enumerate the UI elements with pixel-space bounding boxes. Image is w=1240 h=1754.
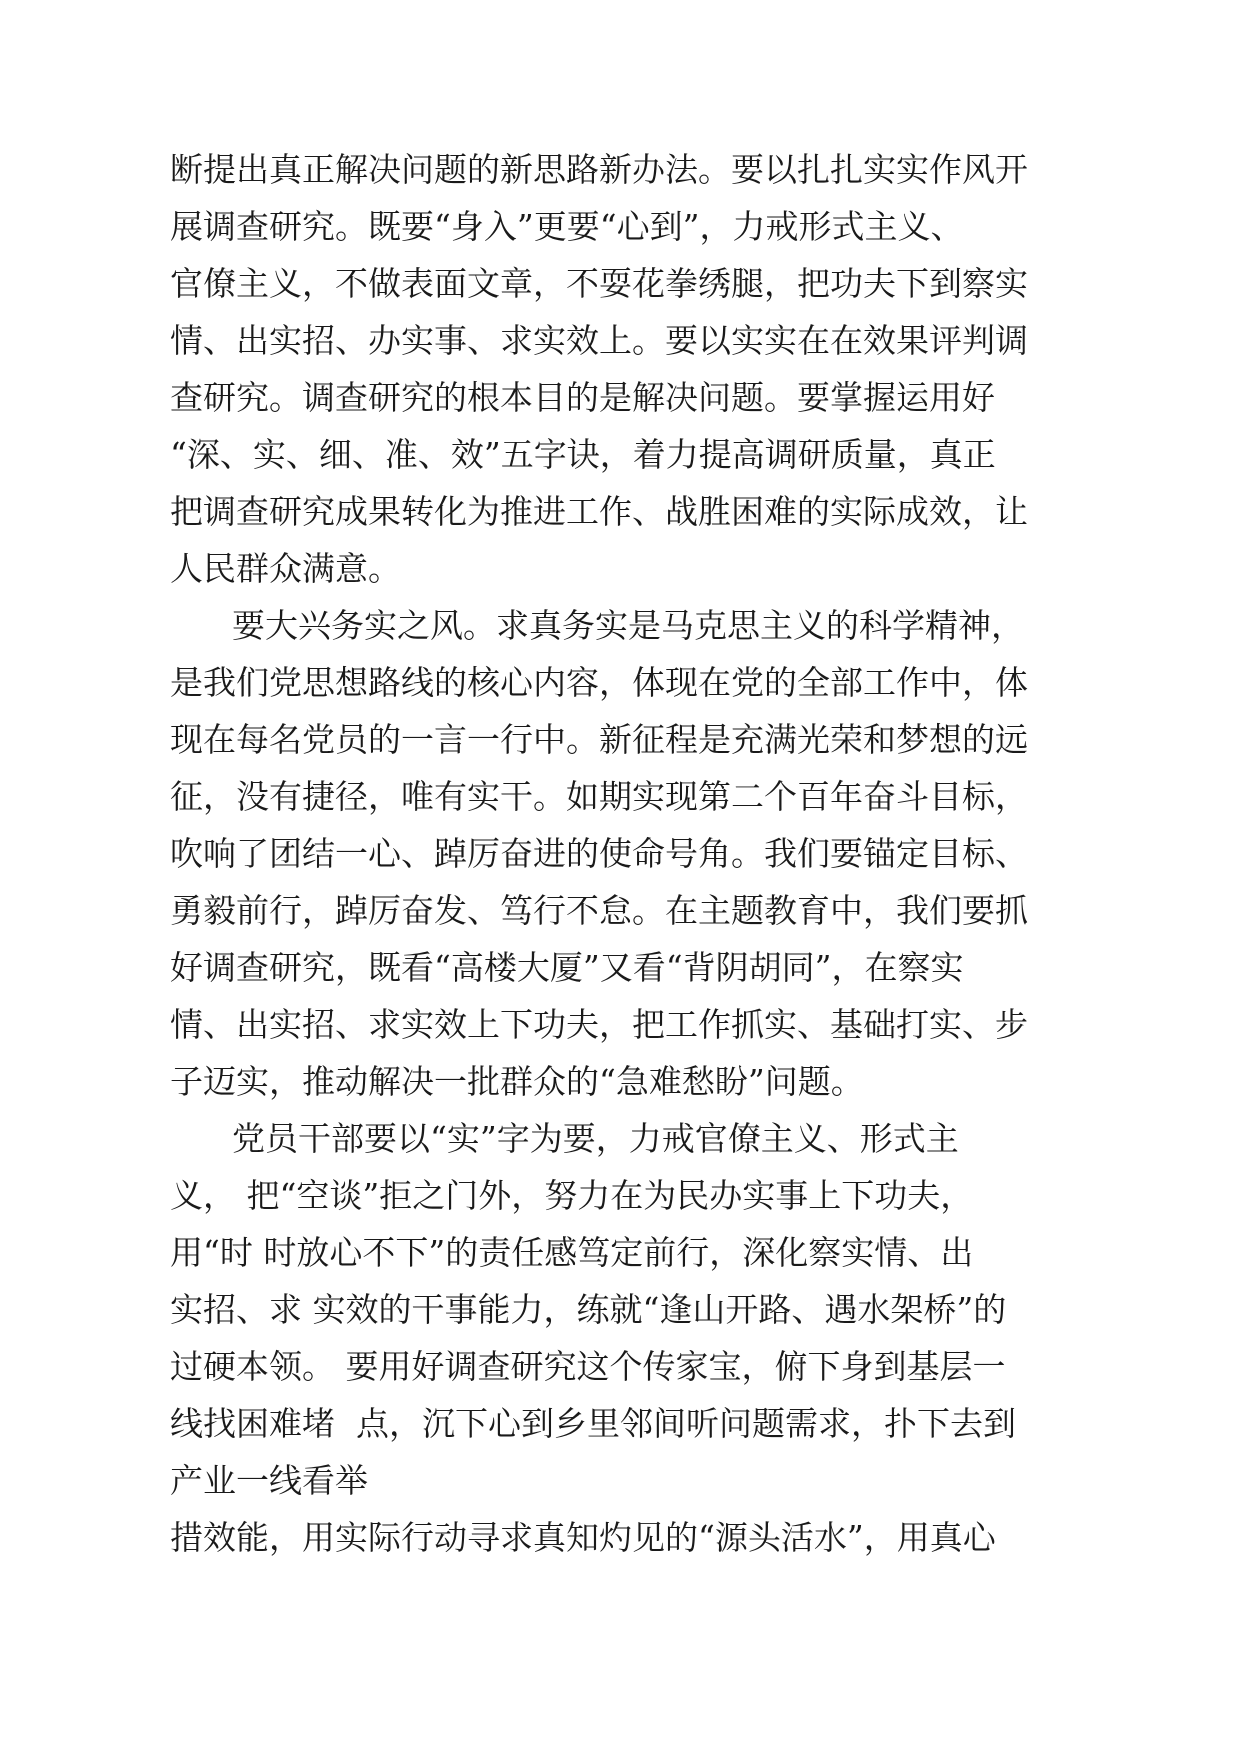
- text-line: 征，没有捷径，唯有实干。如期实现第二个百年奋斗目标，: [170, 777, 1028, 816]
- text-line: 勇毅前行，踔厉奋发、笃行不怠。在主题教育中，我们要抓: [170, 891, 1028, 930]
- text-line: 情、出实招、办实事、求实效上。要以实实在在效果评判调: [170, 321, 1028, 360]
- text-line: 查研究。调查研究的根本目的是解决问题。要掌握运用好: [170, 378, 995, 417]
- text-line: 是我们党思想路线的核心内容，体现在党的全部工作中，体: [170, 663, 1028, 702]
- text-line: 吹响了团结一心、踔厉奋进的使命号角。我们要锚定目标、: [170, 834, 1028, 873]
- text-line: 人民群众满意。: [170, 549, 401, 588]
- text-line: 党员干部要以“实”字为要，力戒官僚主义、形式主: [232, 1119, 959, 1158]
- text-line: 现在每名党员的一言一行中。新征程是充满光荣和梦想的远: [170, 720, 1028, 759]
- text-line: 把调查研究成果转化为推进工作、战胜困难的实际成效，让: [170, 492, 1028, 531]
- text-line: 子迈实，推动解决一批群众的“急难愁盼”问题。: [170, 1062, 864, 1101]
- text-line: “深、实、细、准、效”五字诀，着力提高调研质量，真正: [170, 435, 996, 474]
- text-line: 过硬本领。 要用好调查研究这个传家宝，俯下身到基层一: [170, 1347, 1006, 1386]
- text-line: 展调查研究。既要“身入”更要“心到”，力戒形式主义、: [170, 207, 964, 246]
- text-line: 情、出实招、求实效上下功夫，把工作抓实、基础打实、步: [170, 1005, 1028, 1044]
- text-line: 用“时 时放心不下”的责任感笃定前行，深化察实情、出: [170, 1233, 974, 1272]
- text-line: 义， 把“空谈”拒之门外，努力在为民办实事上下功夫，: [170, 1176, 974, 1215]
- text-line: 好调查研究，既看“高楼大厦”又看“背阴胡同”，在察实: [170, 948, 964, 987]
- text-line: 官僚主义，不做表面文章，不耍花拳绣腿，把功夫下到察实: [170, 264, 1028, 303]
- text-line: 断提出真正解决问题的新思路新办法。要以扎扎实实作风开: [170, 150, 1028, 189]
- text-line: 线找困难堵 点，沉下心到乡里邻间听问题需求，扑下去到: [170, 1404, 1016, 1443]
- text-line: 产业一线看举: [170, 1461, 368, 1500]
- text-line: 实招、求 实效的干事能力，练就“逢山开路、遇水架桥”的: [170, 1290, 1007, 1329]
- text-line: 措效能，用实际行动寻求真知灼见的“源头活水”，用真心: [170, 1518, 996, 1557]
- text-line: 要大兴务实之风。求真务实是马克思主义的科学精神，: [232, 606, 1024, 645]
